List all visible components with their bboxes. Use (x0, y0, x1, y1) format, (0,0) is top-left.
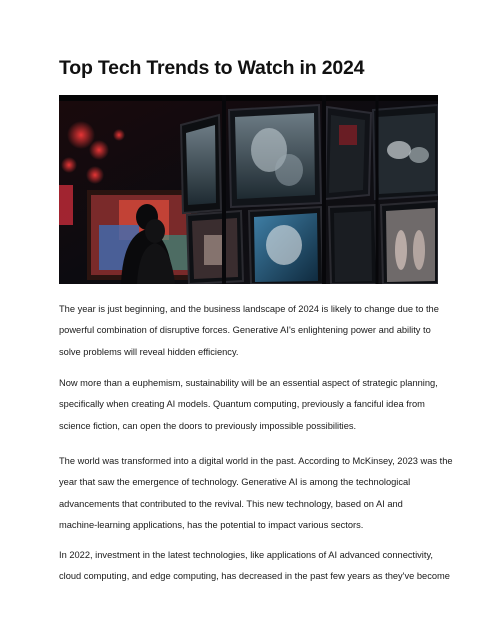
paragraph-line: machine-learning applications, has the potential to impact various sectors. (59, 520, 364, 531)
paragraph-line: Now more than a euphemism, sustainability will be an essential aspect of strategic planning, (59, 378, 438, 388)
paragraph-line: specifically when creating AI models. Quantum computing, previously a fanciful idea from (59, 399, 425, 410)
paragraph-line: The year is just beginning, and the business landscape of 2024 is likely to change due to the (59, 304, 439, 314)
paragraph-line: science fiction, can open the doors to previously impossible possibilities. (59, 420, 357, 431)
paragraph-line: advancements that contributed to the revival. This new technology, based on AI and (59, 498, 403, 509)
hero-photo-dark-screens-icon (59, 95, 438, 284)
paragraph-line: solve problems will reveal hidden efficiency. (59, 346, 239, 357)
paragraph-line: The world was transformed into a digital world in the past. According to McKinsey, 2023 was the (59, 456, 453, 466)
paragraph-line: cloud computing, and edge computing, has decreased in the past few years as they've become (59, 571, 450, 582)
paragraph-line: year that saw the emergence of technology. Generative AI is among the technological (59, 477, 411, 488)
paragraph-3 (59, 451, 453, 537)
paragraph-2 (59, 373, 449, 437)
paragraph-line: powerful combination of disruptive forces. Generative AI's enlightening power and ability to (59, 325, 431, 336)
page-title: Top Tech Trends to Watch in 2024 (59, 57, 365, 79)
paragraph-line: In 2022, investment in the latest technologies, like applications of AI advanced connectivity, (59, 550, 433, 560)
paragraph-1 (59, 299, 449, 363)
paragraph-4 (59, 545, 449, 588)
hero-image (59, 95, 438, 284)
